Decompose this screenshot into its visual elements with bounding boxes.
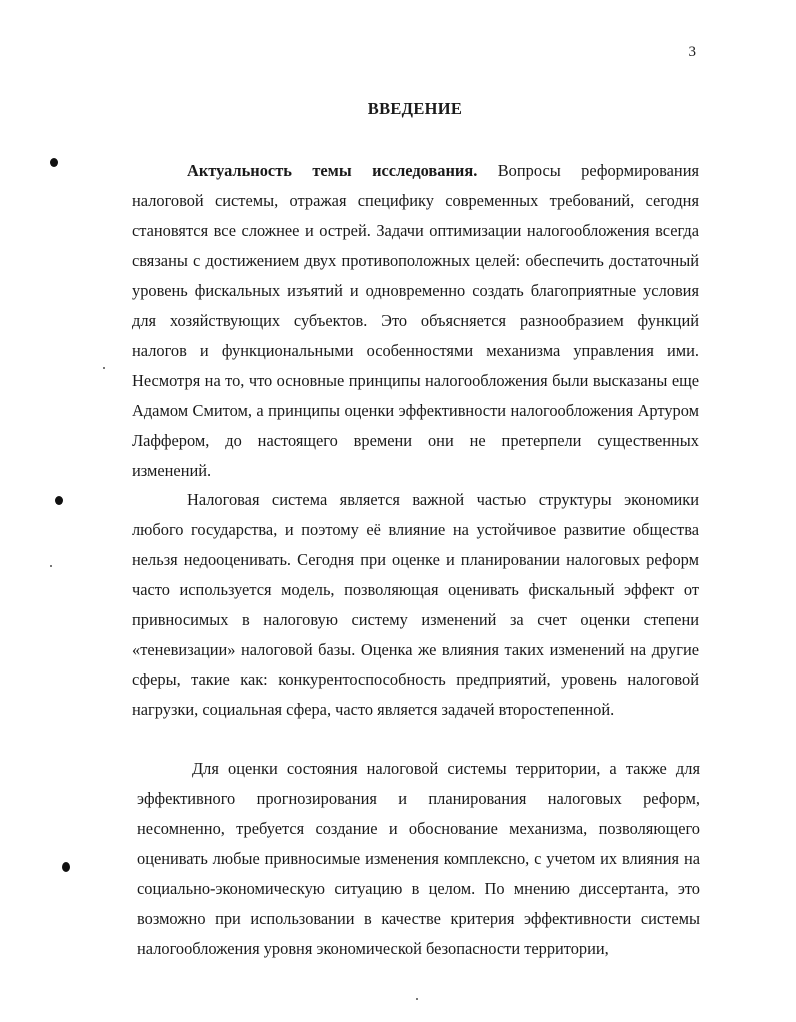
scan-speck — [50, 565, 52, 567]
paragraph-3 — [137, 754, 700, 964]
page-title: ВВЕДЕНИЕ — [367, 99, 463, 118]
scan-hole-mark — [50, 158, 58, 167]
paragraph-2 — [132, 485, 699, 725]
paragraph-lead: Актуальность темы исследования. — [187, 161, 478, 180]
page-number: 3 — [688, 44, 696, 60]
scan-speck — [103, 367, 105, 369]
scan-speck — [416, 998, 418, 1000]
paragraph-1 — [132, 156, 699, 486]
paragraph-text: Налоговая система является важной частью структуры экономики любого государства, и поэтому её влияние на устойчивое развитие общества нельзя недооценивать. Сегодня при оценке и планировании налоговых реформ часто используется модель, позволяющая оценивать фискальный эффект от привносимых в налоговую систему изменений за счет оценки степени «теневизации» налоговой базы. Оценка же влияния таких изменений на другие сферы, такие как: конкурентоспособность предприятий, уровень налоговой нагрузки, социальная сфера, часто является задачей второстепенной. — [132, 490, 699, 719]
paragraph-text: Вопросы реформирования налоговой системы, отражая специфику современных требований, сегодня становятся все сложнее и острей. Задачи оптимизации налогообложения всегда связаны с достижением двух противоположных целей: обеспечить достаточный уровень фискальных изъятий и одновременно создать благоприятные условия для хозяйствующих субъектов. Это объясняется разнообразием функций налогов и функциональными особенностями механизма управления ими. Несмотря на то, что основные принципы налогообложения были высказаны еще Адамом Смитом, а принципы оценки эффективности налогообложения Артуром Лаффером, до настоящего времени они не претерпели существенных изменений. — [132, 161, 700, 480]
scan-hole-mark — [55, 496, 63, 505]
scan-hole-mark — [62, 862, 70, 872]
paragraph-text: Для оценки состояния налоговой системы территории, а также для эффективного прогнозирования и планирования налоговых реформ, несомненно, требуется создание и обоснование механизма, позволяющего оценивать любые привносимые изменения комплексно, с учетом их влияния на социально-экономическую ситуацию в целом. По мнению диссертанта, это возможно при использовании в качестве критерия эффективности системы налогообложения уровня экономической безопасности территории, — [137, 759, 700, 958]
